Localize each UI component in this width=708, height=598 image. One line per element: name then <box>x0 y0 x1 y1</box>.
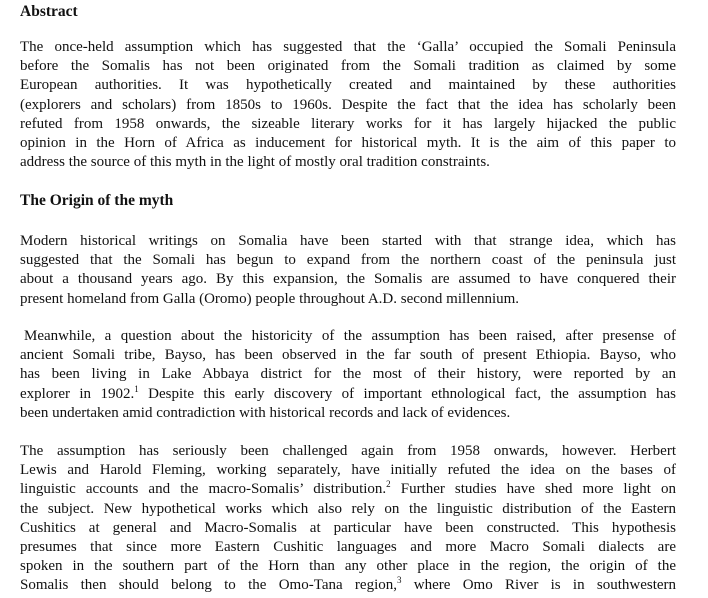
body-paragraph-1 <box>20 232 676 309</box>
text-line: presumes that since more Eastern Cushitic languages and more Macro Somali dialects are <box>20 538 676 555</box>
text-line: has been living in Lake Abbaya district for the most of their history, were reported by an <box>20 366 676 383</box>
text-line: The once-held assumption which has suggested that the ‘Galla’ occupied the Somali Peninsula <box>20 39 676 55</box>
footnote-ref: 3 <box>397 576 402 586</box>
text-line: Meanwhile, a question about the historicity of the assumption has been raised, after presense of <box>24 328 676 344</box>
text-line: The assumption has seriously been challenged again from 1958 onwards, however. Herbert <box>20 443 676 459</box>
text-line: (explorers and scholars) from 1850s to 1960s. Despite the fact that the idea has scholarly been <box>20 96 676 113</box>
abstract-paragraph <box>20 38 676 172</box>
text-fragment: explorer in 1902. <box>20 385 135 402</box>
text-line: been undertaken amid contradiction with historical records and lack of evidences. <box>20 404 511 421</box>
abstract-heading: Abstract <box>20 3 78 20</box>
footnote-ref: 2 <box>386 480 391 490</box>
text-fragment: where Omo River is in southwestern <box>401 577 676 594</box>
text-line: the subject. New hypothetical works which also rely on the linguistic distribution of the Eastern <box>20 500 676 517</box>
text-fragment: Despite this early discovery of important ethnological fact, the assumption has <box>138 385 676 402</box>
text-line: opinion in the Horn of Africa as inducement for historical myth. It is the aim of this paper to <box>20 134 676 151</box>
text-line: Modern historical writings on Somalia have been started with that strange idea, which has <box>20 233 676 249</box>
text-fragment: Further studies have shed more light on <box>390 481 676 498</box>
body-paragraph-3 <box>20 442 676 596</box>
body-paragraph-2 <box>20 327 676 423</box>
text-line: present homeland from Galla (Oromo) people throughout A.D. second millennium. <box>20 290 520 307</box>
text-line <box>20 480 676 499</box>
text-line: ancient Somali tribe, Bayso, has been observed in the far south of present Ethiopia. Bayso, who <box>20 347 676 364</box>
text-line <box>20 385 676 404</box>
text-line: suggested that the Somali has begun to expand from the northern coast of the peninsula just <box>20 252 676 269</box>
text-line <box>20 576 676 595</box>
text-line: spoken in the southern part of the Horn than any other place in the region, the origin of the <box>20 558 676 575</box>
text-line: address the source of this myth in the light of mostly oral tradition constraints. <box>20 154 490 171</box>
origin-heading: The Origin of the myth <box>20 192 174 209</box>
text-line: European authorities. It was hypothetically created and maintained by these authorities <box>20 77 676 94</box>
text-fragment: Somalis then should belong to the Omo-Tana region, <box>20 577 397 594</box>
text-line: refuted from 1958 onwards, the sizeable literary works for it has largely hijacked the public <box>20 115 676 132</box>
text-fragment: linguistic accounts and the macro-Somalis’ distribution. <box>20 481 387 498</box>
text-line: Cushitics at general and Macro-Somalis at particular have been constructed. This hypothesis <box>20 519 676 536</box>
text-line: about a thousand years ago. By this expansion, the Somalis are assumed to have conquered their <box>20 271 676 288</box>
text-line: Lewis and Harold Fleming, working separately, have initially refuted the idea on the bases of <box>20 462 676 479</box>
footnote-ref: 1 <box>134 384 139 394</box>
text-line: before the Somalis has not been originated from the Somali tradition as claimed by some <box>20 58 676 75</box>
